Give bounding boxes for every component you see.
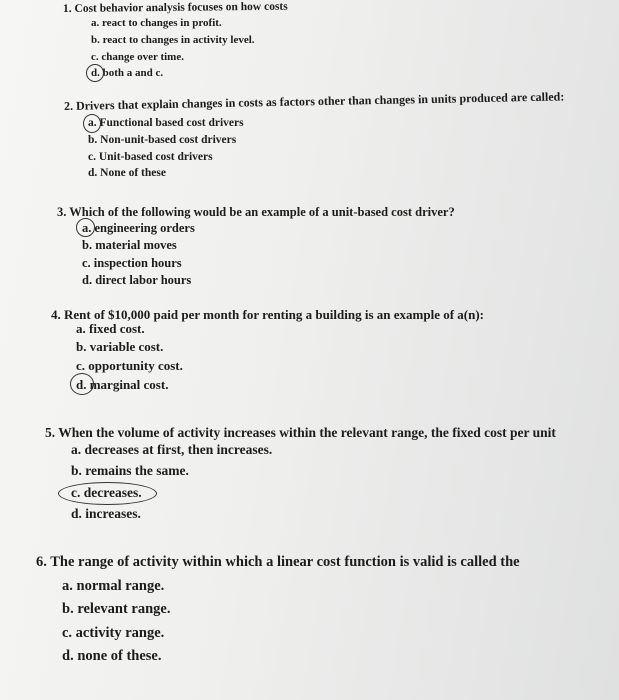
question-1-stem: 1. Cost behavior analysis focuses on how costs: [62, 0, 288, 15]
question-2-option-a: a. Functional based cost drivers: [88, 117, 244, 129]
question-1-option-c: c. change over time.: [91, 51, 184, 63]
question-5-option-c: c. decreases.: [71, 485, 142, 500]
question-5-option-b: b. remains the same.: [71, 463, 189, 478]
question-4-option-a: a. fixed cost.: [76, 321, 145, 336]
question-3-option-a: a. engineering orders: [82, 221, 195, 235]
question-1-option-d: d. both a and c.: [91, 67, 164, 79]
question-2-option-d: d. None of these: [88, 167, 166, 179]
question-2-stem: 2. Drivers that explain changes in costs as factors other than changes in units produced are called:: [63, 89, 565, 113]
question-4-option-d: d. marginal cost.: [76, 377, 169, 392]
question-6-stem: 6. The range of activity within which a linear cost function is valid is called the: [36, 554, 520, 570]
question-5-option-a: a. decreases at first, then increases.: [71, 442, 273, 457]
question-4-option-c: c. opportunity cost.: [76, 358, 183, 373]
question-3-option-d: d. direct labor hours: [82, 273, 192, 287]
question-3-option-b: b. material moves: [82, 238, 177, 252]
question-2-option-b: b. Non-unit-based cost drivers: [88, 134, 237, 146]
question-5-answer-circle: [58, 482, 157, 505]
question-3-answer-circle: [76, 218, 95, 237]
question-5-stem: 5. When the volume of activity increases within the relevant range, the fixed cost per unit: [45, 425, 556, 440]
question-1-answer-circle: [86, 64, 104, 82]
question-3-option-c: c. inspection hours: [82, 256, 182, 270]
question-4-stem: 4. Rent of $10,000 paid per month for renting a building is an example of a(n):: [51, 307, 485, 322]
question-6-option-a: a. normal range.: [62, 578, 165, 594]
question-1-option-b: b. react to changes in activity level.: [91, 34, 255, 46]
question-6-option-c: c. activity range.: [62, 625, 165, 641]
question-2-answer-circle: [83, 114, 101, 133]
question-1-option-a: a. react to changes in profit.: [91, 17, 222, 29]
question-3-stem: 3. Which of the following would be an example of a unit-based cost driver?: [57, 205, 455, 219]
question-6-option-d: d. none of these.: [62, 648, 162, 664]
question-5-option-d: d. increases.: [71, 506, 141, 521]
question-6-option-b: b. relevant range.: [62, 601, 171, 617]
question-2-option-c: c. Unit-based cost drivers: [88, 151, 213, 163]
question-4-answer-circle: [70, 373, 94, 395]
question-4-option-b: b. variable cost.: [76, 339, 164, 354]
